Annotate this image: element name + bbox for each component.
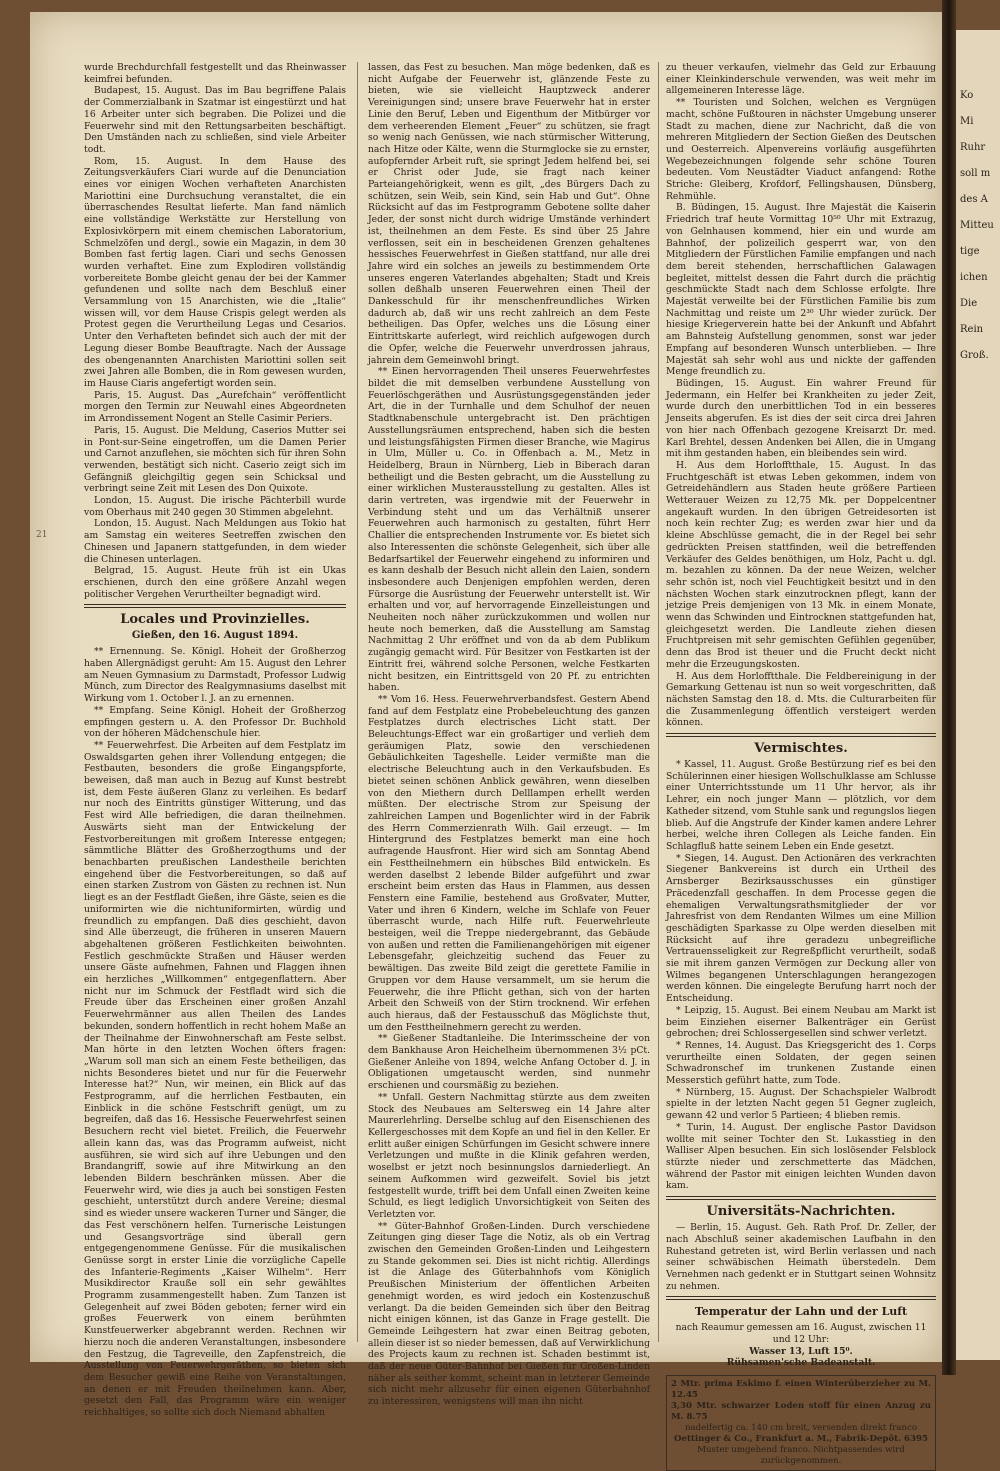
advertisement-box (666, 1375, 936, 1471)
adjacent-page-text: tige (960, 246, 980, 257)
adjacent-page-text: soll m (960, 168, 991, 179)
miscellaneous-news (666, 759, 936, 1192)
local-news-continued (368, 62, 650, 1408)
article-paragraph: zu theuer verkaufen, vielmehr das Geld zur Erbauung einer Kleinkinderschule verwenden, was weit mehr im allgemeineren Interesse läge. (666, 62, 936, 97)
column-1 (84, 62, 346, 1419)
article-paragraph: Paris, 15. August. Die Meldung, Caserios Mutter sei in Pont-sur-Seine eingetroffen, um die Damen Perier und Carnot anzuflehen, sie möchten sich für ihren Sohn verwenden, bestätigt sich nicht. Caserio zeigt sich im Gefängniß gleichgiltig gegen sein Schicksal und verbringt seine Zeit mit Lesen des Don Quixote. (84, 424, 346, 495)
article-paragraph: ** Einen hervorragenden Theil unseres Feuerwehrfestes bildet die mit demselben verbundene Ausstellung von Feuerlöschgeräthen und Ausrüstungsgegenständen jeder Art, die in der Turnhalle und dem Schulhof der neuen Stadtknabenschule untergebracht ist. Den prächtigen Ausstellungsräumen entsprechend, haben sich die besten und leistungsfähigsten Firmen dieser Branche, wie Magirus in Ulm, Müller u. Co. in Offenbach a. M., Metz in Heidelberg, Braun in Nürnberg, Lieb in Biberach daran betheiligt und die Besten gebracht, um die Ausstellung zu einer wirklichen Musterausstellung zu gestalten. Alles ist darin vertreten, was irgendwie mit der Feuerwehr in Verbindung steht und um das Verhältniß unserer Feuerwehren auch harmonisch zu gestalten, führt Herr Challier die entsprechenden Instrumente vor. Es bietet sich also Interessenten die schönste Gelegenheit, sich über alle Bedarfsartikel der Feuerwehr eingehend zu informiren und es kann deshalb der Besuch nicht allein den Laien, sondern insbesondere auch Denjenigen empfohlen werden, deren Fürsorge die Ausrüstung der Feuerwehr unterstellt ist. Wir erhalten und vor, auf hervorragende Einzelleistungen und Neuheiten noch näher zurückzukommen und wollen nur heute noch bemerken, daß die Ausstellung am Samstag Nachmittag 2 Uhr eröffnet und von da ab dem Publikum zugängig gemacht wird. Für Besitzer von Festkarten ist der Eintritt frei, während solche Personen, welche Festkarten nicht besitzen, ein Eintrittsgeld von 20 Pf. zu entrichten haben. (368, 366, 650, 694)
column-separator (357, 62, 358, 1342)
article-paragraph: ** Vom 16. Hess. Feuerwehrverbandsfest. Gestern Abend fand auf dem Festplatz eine Probebeleuchtung des ganzen Festplatzes durch electrisches Licht statt. Der Beleuchtungs-Effect war ein großartiger und verlieh dem geräumigen Platz, sowie den verschiedenen Gebäulichkeiten Tageshelle. Leider vermißte man die electrische Beleuchtung auch in den Verkaufsbuden. Es bietet seinen schönen Anblick gewähren, wenn dieselben von den Miethern durch Delllampen erhellt werden müßten. Der electrische Strom zur Speisung der zahlreichen Lampen und Bogenlichter wird in der Fabrik des Herrn Commerzienrath Wilh. Gail erzeugt. — Im Hintergrund des Festplatzes bemerkt man eine hoch aufragende Hausfront. Hier wird sich am Sonntag Abend ein Festtheilnehmern ein hübsches Bild entwickeln. Es werden daselbst 2 lebende Bilder aufgeführt und zwar erscheint beim ersten das Haus in Flammen, aus dessen Fenstern eine Familie, bestehend aus Großvater, Mutter, Vater und ihren 6 Kindern, welche im Schlafe von Feuer überrascht wurde, nach Hilfe ruft. Feuerwehrleute besteigen, weil die Treppe niedergebrannt, das Gebäude von außen und retten die Familienangehörigen mit eigener Lebensgefahr, gleichzeitig suchend das Feuer zu bewältigen. Das zweite Bild zeigt die gerettete Familie in Gruppen vor dem Hause versammelt, um sie herum die Feuerwehr, die ihre Pflicht gethan, sich von der harten Arbeit den Schweiß von der Stirn trocknend. Wir erfehen auch hieraus, daß der Festausschuß das Möglichste thut, um den Festtheilnehmern gerecht zu werden. (368, 693, 650, 1033)
provincial-news (666, 62, 936, 729)
article-paragraph: ** Empfang. Seine Königl. Hoheit der Großherzog empfingen gestern u. A. den Professor Dr. Buchhold von der höheren Mädchenschule hier. (84, 704, 346, 740)
column-2 (368, 62, 650, 1408)
article-paragraph: ** Unfall. Gestern Nachmittag stürzte aus dem zweiten Stock des Neubaues am Seltersweg ein 14 Jahre alter Maurerlehrling. Derselbe schlug auf den Eisenschienen des Kellergeschosses mit dem Kopfe an und fiel in den Keller. Er erlitt außer einigen Schürfungen im Gesicht schwere innere Verletzungen und mußte in die Klinik gefahren werden, woselbst er jetzt noch besinnungslos darniederliegt. An seinem Aufkommen wird gezweifelt. Soviel bis jetzt festgestellt wurde, trifft bei dem Unfall einen Zweiten keine Schuld, es liegt lediglich Unvorsichtigkeit von Seiten des Verletzten vor. (368, 1091, 650, 1220)
ad-company: Oettinger & Co., Frankfurt a. M., Fabrik-Depôt. 6395 (674, 1434, 928, 1445)
margin-number: 21 (36, 530, 48, 540)
article-paragraph: Belgrad, 15. August. Heute früh ist ein Ukas erschienen, durch den eine größere Anzahl wegen politischer Vergehen Verurtheilter begnadigt wird. (84, 565, 346, 600)
university-news: — Berlin, 15. August. Geh. Rath Prof. Dr. Zeller, der nach Abschluß seiner akademischen Laufbahn in den Ruhestand getreten ist, wird Berlin verlassen und nach seiner schwäbischen Heimath überstedeln. Dem Vernehmen nach gedenkt er in Stuttgart seinen Wohnsitz zu nehmen. (666, 1222, 936, 1292)
adjacent-page-text: des A (960, 194, 988, 205)
divider (84, 604, 346, 608)
adjacent-page-text: Die (960, 298, 978, 309)
article-paragraph: lassen, das Fest zu besuchen. Man möge bedenken, daß es nicht Aufgabe der Feuerwehr ist, glänzende Feste zu bieten, wie sie vielleicht Hauptzweck anderer Vereinigungen sind; unsere brave Feuerwehr hat in erster Linie den Beruf, Leben und Eigenthum der Mitbürger vor dem verheerenden Element „Feuer“ zu schützen, sie fragt so wenig nach Genüssen, wie nach stürmischer Witterung, nach Hitze oder Kälte, wenn die Sturmglocke sie zu ernster, aufopfernder Arbeit ruft, sie springt Jedem helfend bei, sei er Christ oder Jude, sie fragt nach keiner Parteiangehörigkeit, wenn es gilt, „des Bürgers Dach zu schützen, sein Weib, sein Kind, sein Hab und Gut“. Ohne Rücksicht auf das im Festprogramm Gebotene sollte daher Jeder, der sonst nicht durch widrige Umstände verhindert ist, theilnehmen an dem Feste. Es sind über 25 Jahre verflossen, seit ein in bescheidenen Grenzen gehaltenes hessisches Feuerwehrfest in Gießen stattfand, nur alle drei Jahre wird ein solches an jeweils zu bestimmendem Orte unseres engeren Vaterlandes abgehalten; Stadt und Kreis sollen deßhalb unseren Feuerwehren einen Theil der Dankesschuld für ihr menschenfreundliches Wirken dadurch ab, daß wir uns recht zahlreich an dem Feste betheiligen. Das Opfer, welches uns die Lösung einer Eintrittskarte auferlegt, wird reichlich aufgewogen durch die Opfer, welche die Feuerwehr unverdrossen jahraus, jahrein dem Gemeinwohl bringt. (368, 62, 650, 366)
temperature-heading: Temperatur der Lahn und der Luft (694, 1305, 908, 1319)
book-binding (942, 0, 956, 1375)
article-paragraph: H. Aus dem Horlofftthale. Die Feldbereinigung in der Gemarkung Gettenau ist nun so weit vorgeschritten, daß nächsten Samstag den 18. d. Mts. die Culturarbeiten für die Zusammenlegung öffentlich versteigert werden können. (666, 670, 936, 729)
divider (666, 1296, 936, 1300)
article-paragraph: Budapest, 15. August. Das im Bau begriffene Palais der Commerzialbank in Szatmar ist eingestürzt und hat 16 Arbeiter unter sich begraben. Die Polizei und die Feuerwehr sind mit den Rettungsarbeiten beschäftigt. Den Umständen nach zu schließen, sind viele Arbeiter todt. (84, 85, 346, 155)
article-paragraph: * Nürnberg, 15. August. Der Schachspieler Walbrodt spielte in der letzten Nacht gegen 51 Gegner zugleich, gewann 42 und verlor 5 Partieen; 4 blieben remis. (666, 1086, 936, 1122)
section-heading-university: Universitäts-Nachrichten. (706, 1204, 896, 1220)
article-paragraph: London, 15. August. Nach Meldungen aus Tokio hat am Samstag ein weiteres Seetreffen zwischen den Chinesen und Japanern stattgefunden, in dem wieder die Chinesen unterlagen. (84, 518, 346, 565)
article-paragraph: ** Touristen und Solchen, welchen es Vergnügen macht, schöne Fußtouren in nächster Umgebung unserer Stadt zu machen, diene zur Nachricht, daß die von mehreren Mitgliedern der Section Gießen des Deutschen und Oesterreich. Alpenvereins vorläufig ausgeführten Wegebezeichnungen folgende sehr schöne Touren bedeuten. Vom Neustädter Viaduct anfangend: Rothe Striche: Gleiberg, Krofdorf, Fellingshausen, Dünsberg, Rehmühle. (666, 97, 936, 202)
telegram-news (84, 62, 346, 600)
adjacent-page-text: Ruhr (960, 142, 986, 153)
article-paragraph: * Kassel, 11. August. Große Bestürzung rief es bei den Schülerinnen einer hiesigen Wollschulklasse am Schlusse einer Unterrichtsstunde um 11 Uhr hervor, als ihr Lehrer, ein noch junger Mann — plötzlich, vor dem Katheder sitzend, vom Stuhle sank und regungslos liegen blieb. Auf die Angstrufe der Kinder kamen andere Lehrer herbei, welche ihren Collegen als Leiche fanden. Ein Schlagfluß hatte seinem Leben ein Ende gesetzt. (666, 759, 936, 852)
section-heading-misc: Vermischtes. (754, 741, 848, 757)
article-paragraph: B. Büdingen, 15. August. Ihre Majestät die Kaiserin Friedrich traf heute Vormittag 10⁵⁰ Uhr mit Extrazug, von Gelnhausen kommend, hier ein und wurde am Bahnhof, der polizeilich gesperrt war, von den Mitgliedern der Fürstlichen Familie empfangen und nach dem bereit stehenden, herrschaftlichen Galawagen begleitet, mittelst dessen die Fahrt durch die prächtig geschmückte Stadt nach dem Schlosse erfolgte. Ihre Majestät verweilte bei der Fürstlichen Familie bis zum Nachmittag und reiste um 2³⁰ Uhr wieder zurück. Der hiesige Kriegerverein hatte bei der Ankunft und Abfahrt am Bahnsteig Aufstellung genommen, sonst war jeder Empfang auf besonderen Wunsch unterblieben. — Ihre Majestät sah sehr wohl aus und nickte der gaffenden Menge freundlich zu. (666, 202, 936, 378)
article-paragraph: wurde Brechdurchfall festgestellt und das Rheinwasser keimfrei befunden. (84, 62, 346, 85)
adjacent-page-text: Ko (960, 90, 974, 101)
adjacent-page-text: Groß. (960, 350, 989, 361)
article-paragraph: * Rennes, 14. August. Das Kriegsgericht des 1. Corps verurtheilte einen Soldaten, der gegen seinen Schwadronschef im trunkenen Zustande einen Messerstich geführt hatte, zum Tode. (666, 1039, 936, 1087)
adjacent-page-text: Mitteu (960, 220, 994, 231)
adjacent-page-text: Mi (960, 116, 974, 127)
adjacent-page-text: Rein (960, 324, 984, 335)
ad-line: 3,30 Mtr. schwarzer Loden stoff für einen Anzug zu M. 8.75 (671, 1401, 931, 1423)
article-paragraph: Büdingen, 15. August. Ein wahrer Freund für Jedermann, ein Helfer bei Krankheiten zu jeder Zeit, wurde durch den unerbittlichen Tod in ein besseres Jenseits abgerufen. Es ist dies der seit circa drei Jahren von hier nach Offenbach gezogene Kreisarzt Dr. med. Karl Brehtel, dessen Andenken bei Allen, die in Umgang mit ihm gestanden haben, ein bleibendes sein wird. (666, 377, 936, 460)
article-paragraph: ** Feuerwehrfest. Die Arbeiten auf dem Festplatz im Oswaldsgarten gehen ihrer Vollendung entgegen; die Festbauten, besonders die große Eingangspforte, beweisen, daß man auch in Bezug auf Kunst bestrebt ist, dem Feste äußeren Glanz zu verleihen. Es bedarf nur noch des Eintritts günstiger Witterung, und das Fest wird Alle befriedigen, die daran theilnehmen. Auswärts sieht man der Entwickelung der Festvorbereitungen mit großem Interesse entgegen; sämmtliche Blätter des Großherzogthums und der benachbarten preußischen Landestheile berichten eingehend über die Festvorbereitungen, so daß auf einen starken Zustrom von Gästen zu rechnen ist. Nun liegt es an der Festfladt Gießen, ihre Gäste, seien es die uniformirten wie die nichtuniformirten, würdig und freundlich zu empfangen. Daß dies geschieht, davon sind Alle überzeugt, die früheren in unseren Mauern abgehaltenen größeren Festlichkeiten beiwohnten. Festlich geschmückte Straßen und Häuser werden unsere Gäste aufnehmen, Fahnen und Flaggen ihnen ein herzliches „Willkommen“ entgegenflattern. Aber nicht nur im Schmuck der Festfladt wird sich die Freude über das Erscheinen einer großen Anzahl Feuerwehrmänner aus allen Theilen des Landes bekunden, sondern hoffentlich in recht hohem Maße an der Theilnahme der Einwohnerschaft am Feste selbst. Man hörte in den letzten Wochen öfters fragen: „Warum soll man sich an einem Feste betheiligen, das nichts Besonderes bietet und nur für die Feuerwehr Interesse hat?“ Nun, wir meinen, ein Blick auf das Festprogramm, auf die herrlichen Festbauten, ein Einblick in die schöne Festschrift genügt, um zu begreifen, daß das 16. Hessische Feuerwehrfest seinen Besuchern recht viel bietet. Freilich, die Feuerwehr allein kann das, was das Programm aufweist, nicht ausführen, sie wird sich auf ihre Uebungen und den Brandangriff, sowie auf ihre Mitwirkung an den lebenden Bildern beschränken müssen. Aber die Feuerwehr wird, wie dies ja auch bei sonstigen Festen geschieht, unterstützt durch andere Vereine; diesmal sind es wieder unsere wackeren Turner und Sänger, die das Fest verschönern helfen. Turnerische Leistungen und Gesangsvorträge sind überall gern entgegengenommene Genüsse. Für die musikalischen Genüsse sorgt in erster Linie die vorzügliche Capelle des Infanterie-Regiments „Kaiser Wilhelm“. Herr Musikdirector Krauße soll ein sehr gewähltes Programm zusammengestellt haben. Zum Tanzen ist Gelegenheit auf zwei Böden geboten; ferner wird ein großes Feuerwerk von einem berühmten Kunstfeuerwerker abgebrannt werden. Rechnen wir hierzu noch die anderen Veranstaltungen, insbesondere den Festzug, die Tagreveille, den Zapfenstreich, die Ausstellung von Feuerwehrgeräthen, so bieten sich dem Besucher gewiß eine Reihe von Veranstaltungen, an denen er mit Freuden theilnehmen kann. Aber, gesetzt den Fall, das Programm wäre ein weniger reichhaltiges, so sollte sich doch Niemand abhalten (84, 739, 346, 1419)
article-paragraph: H. Aus dem Horlofftthale, 15. August. In das Fruchtgeschäft ist etwas Leben gekommen, indem von Getreidehändlern aus Staden heute größere Partieen Wetterauer Weizen zu 12,75 Mk. per Doppelcentner angekauft wurden. In den übrigen Getreidesorten ist noch kein rechter Zug; es werden zwar hier und da kleine Abschlüsse gemacht, die in der Regel bei sehr gedrückten Preisen stattfinden, weil die betreffenden Verkäufer des Geldes benöthigen, um Holz, Pacht u. dgl. m. bezahlen zu können. Da der neue Weizen, welcher sehr schön ist, noch viel Feuchtigkeit besitzt und in den nächsten Wochen stark einzutrocknen pflegt, kann der jetzige Preis demjenigen von 13 Mk. in einem Monate, wenn das Schwinden und Eintrocknen stattgefunden hat, gleichgesetzt werden. Die Landleute ziehen diesen Fruchtpreisen mit sehr gemischten Gefühlen gegenüber, denn das Brod ist theuer und die Frucht deckt nicht mehr die Erzeugungskosten. (666, 459, 936, 670)
article-paragraph: ** Gießener Stadtanleihe. Die Interimsscheine der von dem Bankhause Aron Heichelheim übernommenen 3½ pCt. Gießener Anleihe von 1894, welche Anfang October d. J. in Obligationen umgetauscht werden, sind nunmehr erschienen und coursmäßig zu beziehen. (368, 1033, 650, 1092)
local-dateline: Gießen, den 16. August 1894. (131, 630, 299, 642)
article-paragraph: ** Güter-Bahnhof Großen-Linden. Durch verschiedene Zeitungen ging dieser Tage die Notiz, als ob ein Vertrag zwischen den Gemeinden Großen-Linden und Leihgestern zu Stande gekommen sei. Dies ist nicht richtig. Allerdings ist die Anlage des Güterbahnhofs vom Königlich Preußischen Ministerium der öffentlichen Arbeiten genehmigt worden, es wird jedoch ein Kostenzuschuß verlangt. Da die beiden Gemeinden sich über den Beitrag nicht einigen können, ist das Ganze in Frage gestellt. Die Gemeinde Leihgestern hat zwar einen Beitrag geboten, allein dieser ist so nieder bemessen, daß auf Verwirklichung des Projects kaum zu rechnen ist. Schaden bestimmt ist, daß der neue Güter-Bahnhof bei Gießen für Großen-Linden näher als seither kommt, scheint man in letzterer Gemeinde sich nicht mehr allzusehr für einen eigenen Güterbahnhof zu interessiren, wenigstens will man ihn nicht (368, 1220, 650, 1408)
article-paragraph: * Siegen, 14. August. Den Actionären des verkrachten Siegener Bankvereins ist durch ein Urtheil des Arnsberger Bezirksausschusses ein günstiger Präcedenzfall geschaffen. In dem Processe gegen die ehemaligen Verwaltungsrathsmitglieder der vor Jahresfrist von dem Rendanten Wilmes um eine Million geschädigten Sparkasse zu Olpe werden dieselben mit Rücksicht auf ihre geradezu unbegreifliche Vertrauensseligkeit zur Regreßpflicht verurtheilt, sodaß sie mit ihrem ganzen Vermögen zur Deckung aller von Wilmes begangenen Unterschlagungen herangezogen werden können. Die eingelegte Berufung harrt noch der Entscheidung. (666, 852, 936, 1005)
adjacent-page-edge (956, 30, 1000, 1360)
ad-line: 2 Mtr. prima Eskimo f. einen Winterüberzieher zu M. 12.45 (671, 1379, 931, 1401)
article-paragraph: * Turin, 14. August. Der englische Pastor Davidson wollte mit seiner Tochter den St. Lukasstieg in den Walliser Alpen besuchen. Ein sich loslösender Felsblock stürzte nieder und zerschmetterte das Mädchen, während der Pastor mit einigen leichten Wunden davon kam. (666, 1121, 936, 1192)
ad-line: nadelfertig ca. 140 cm breit, versenden direkt franco (684, 1423, 918, 1434)
local-news (84, 646, 346, 1418)
article-paragraph: ** Ernennung. Se. Königl. Hoheit der Großherzog haben Allergnädigst geruht: Am 15. August den Lehrer am Neuen Gymnasium zu Darmstadt, Professor Ludwig Münch, zum Director des Realgymnasiums daselbst mit Wirkung vom 1. October l. J. an zu ernennen. (84, 646, 346, 705)
section-heading-local: Locales und Provinzielles. (120, 612, 310, 628)
divider (666, 733, 936, 737)
column-separator (658, 62, 659, 1342)
article-paragraph: London, 15. August. Die irische Pächterbill wurde vom Oberhaus mit 240 gegen 30 Stimmen abgelehnt. (84, 495, 346, 518)
article-paragraph: Rom, 15. August. In dem Hause des Zeitungsverkäufers Ciari wurde auf die Denunciation eines vor einigen Wochen verhafteten Anarchisten Mariottini eine Durchsuchung veranstaltet, die ein überraschendes Resultat lieferte. Man fand nämlich eine vollständige Werkstätte zur Herstellung von Explosivkörpern mit einem chemischen Laboratorium, Schmelzöfen und dergl., sowie ein Magazin, in dem 30 Bomben fast fertig lagen. Ciari und sechs Genossen wurden verhaftet. Eine zum Explodiren vollständig vorbereitete Bombe gleicht genau der bei der Kammer gefundenen und sollte nach dem Beschluß einer Versammlung von 15 Anarchisten, wie die „Italie“ wissen will, vor dem Hause Crispis gelegt werden als Protest gegen die Verurtheilung Legas und Cesarios. Unter den Verhafteten befindet sich auch der mit der Legung dieser Bombe Beauftragte. Nach der Aussage des obengenannten Anarchisten Mariottini sollen seit zwei Jahren alle Bomben, die in Rom gewesen wurden, im Hause Ciaris angefertigt worden sein. (84, 155, 346, 389)
ad-line: Muster umgehend franco. Nichtpassendes wird zurückgenommen. (697, 1445, 905, 1467)
article-paragraph: Paris, 15. August. Das „Aurefchain“ veröffentlicht morgen den Termin zur Neuwahl eines Abgeordneten im Arrondissement Nogent an Stelle Casimir Periers. (84, 389, 346, 425)
adjacent-page-text: ichen (960, 272, 988, 283)
temperature-source: Rühsamen'sche Badeanstalt. (726, 1357, 876, 1369)
article-paragraph: * Leipzig, 15. August. Bei einem Neubau am Markt ist beim Einziehen eiserner Balkenträger ein Gerüst gebrochen; drei Schlossergesellen sind schwer verletzt. (666, 1004, 936, 1040)
temperature-line: nach Reaumur gemessen am 16. August, zwischen 11 und 12 Uhr: (675, 1322, 927, 1346)
divider (666, 1196, 936, 1200)
column-3 (666, 62, 936, 1471)
temperature-values: Wasser 13, Luft 15⁰. (749, 1345, 853, 1357)
